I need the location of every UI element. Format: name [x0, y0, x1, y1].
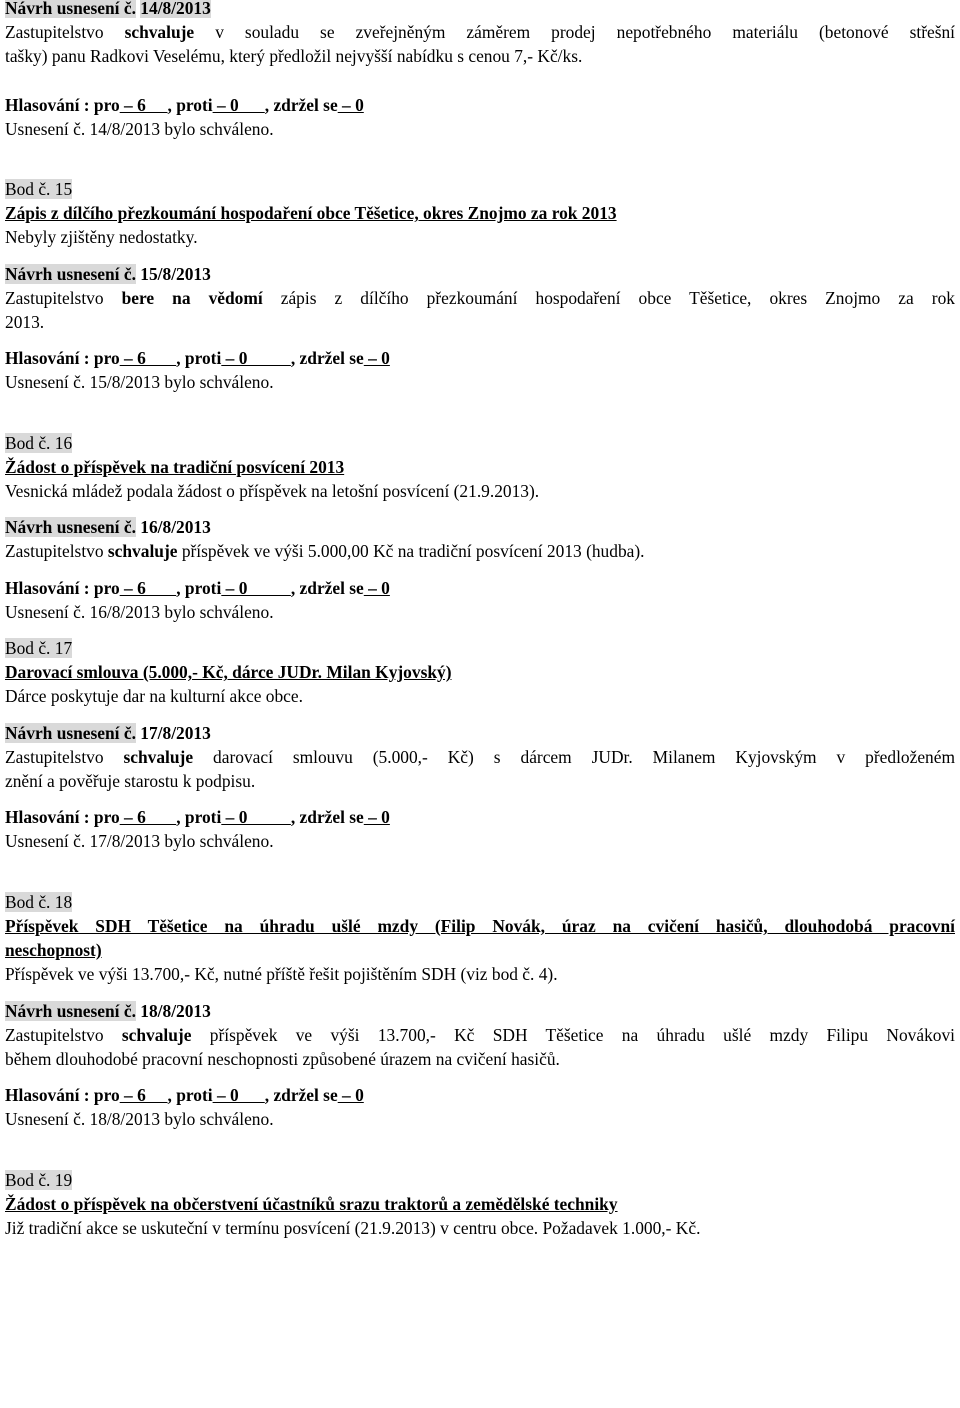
- resolution-text-16: Zastupitelstvo schvaluje příspěvek ve výši 5.000,00 Kč na tradiční posvícení 2013 (hudba).: [5, 541, 645, 562]
- item-description-18: Příspěvek ve výši 13.700,- Kč, nutné příště řešit pojištěním SDH (viz bod č. 4).: [5, 964, 558, 985]
- resolution-text-15-line2: 2013.: [5, 312, 45, 333]
- item-number-17: Bod č. 17: [5, 638, 73, 659]
- resolution-result-16: Usnesení č. 16/8/2013 bylo schváleno.: [5, 601, 274, 622]
- resolution-heading-14: [5, 0, 955, 20]
- resolution-heading-18: Návrh usnesení č. 18/8/2013: [5, 1000, 211, 1021]
- item-title-17: Darovací smlouva (5.000,- Kč, dárce JUDr. Milan Kyjovský): [5, 662, 452, 683]
- resolution-text-15: Zastupitelstvo bere na vědomí zápis z dílčího přezkoumání hospodaření obce Těšetice, okres Znojmo za rok: [5, 287, 955, 308]
- voting-line-16: Hlasování : pro – 6 , proti – 0 , zdržel se – 0: [5, 577, 390, 598]
- document-page: [5, 0, 955, 1240]
- resolution-heading-16: Návrh usnesení č. 16/8/2013: [5, 517, 211, 538]
- resolution-heading-17: Návrh usnesení č. 17/8/2013: [5, 722, 211, 743]
- resolution-result-15: Usnesení č. 15/8/2013 bylo schváleno.: [5, 372, 274, 393]
- item-description-15: Nebyly zjištěny nedostatky.: [5, 227, 198, 248]
- voting-line-18: Hlasování : pro – 6 , proti – 0 , zdržel se – 0: [5, 1085, 364, 1106]
- item-number-19: Bod č. 19: [5, 1169, 73, 1190]
- item-title-18-line2: neschopnost): [5, 940, 102, 961]
- item-number-15: Bod č. 15: [5, 179, 73, 200]
- voting-line-15: Hlasování : pro – 6 , proti – 0 , zdržel se – 0: [5, 348, 390, 369]
- resolution-result-14: Usnesení č. 14/8/2013 bylo schváleno.: [5, 118, 274, 139]
- resolution-text-17-line2: znění a pověřuje starostu k podpisu.: [5, 771, 256, 792]
- resolution-text-18-line2: během dlouhodobé pracovní neschopnosti způsobené úrazem na cvičení hasičů.: [5, 1048, 560, 1069]
- item-title-16: Žádost o příspěvek na tradiční posvícení 2013: [5, 456, 345, 477]
- resolution-result-17: Usnesení č. 17/8/2013 bylo schváleno.: [5, 831, 274, 852]
- item-description-16: Vesnická mládež podala žádost o příspěvek na letošní posvícení (21.9.2013).: [5, 481, 540, 502]
- item-title-19: Žádost o příspěvek na občerstvení účastníků srazu traktorů a zemědělské techniky: [5, 1193, 618, 1214]
- voting-line-17: Hlasování : pro – 6 , proti – 0 , zdržel se – 0: [5, 807, 390, 828]
- resolution-number: 14/8/2013: [140, 0, 211, 18]
- item-number-16: Bod č. 16: [5, 432, 73, 453]
- resolution-text-17: Zastupitelstvo schvaluje darovací smlouvu (5.000,- Kč) s dárcem JUDr. Milanem Kyjovským v předloženém: [5, 746, 955, 767]
- resolution-text-14: Zastupitelstvo schvaluje v souladu se zveřejněným záměrem prodej nepotřebného materiálu (betonové střešní: [5, 22, 955, 43]
- item-description-17: Dárce poskytuje dar na kulturní akce obce.: [5, 686, 303, 707]
- item-title-18: Příspěvek SDH Těšetice na úhradu ušlé mzdy (Filip Novák, úraz na cvičení hasičů, dlouhodobá pracovní: [5, 915, 955, 936]
- resolution-text-14-line2: tašky) panu Radkovi Veselému, který předložil nejvyšší nabídku s cenou 7,- Kč/ks.: [5, 46, 583, 67]
- resolution-result-18: Usnesení č. 18/8/2013 bylo schváleno.: [5, 1109, 274, 1130]
- voting-line-14: Hlasování : pro – 6 , proti – 0 , zdržel se – 0: [5, 94, 364, 115]
- resolution-label: Návrh usnesení č.: [5, 0, 136, 18]
- item-description-19: Již tradiční akce se uskuteční v termínu posvícení (21.9.2013) v centru obce. Požadavek 1.000,- Kč.: [5, 1217, 701, 1238]
- item-title-15: Zápis z dílčího přezkoumání hospodaření obce Těšetice, okres Znojmo za rok 2013: [5, 203, 617, 224]
- resolution-text-18: Zastupitelstvo schvaluje příspěvek ve výši 13.700,- Kč SDH Těšetice na úhradu ušlé mzdy Filipu Novákovi: [5, 1024, 955, 1045]
- item-number-18: Bod č. 18: [5, 891, 73, 912]
- resolution-heading-15: Návrh usnesení č. 15/8/2013: [5, 263, 211, 284]
